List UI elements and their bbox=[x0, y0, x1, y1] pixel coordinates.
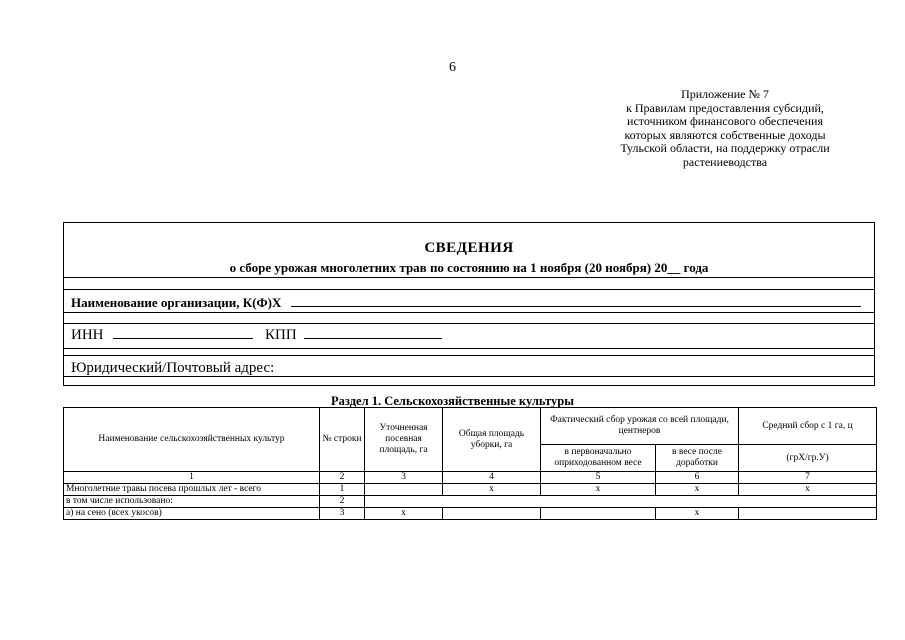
header-crop-name: Наименование сельскохозяйственных культур bbox=[64, 408, 320, 472]
column-number: 2 bbox=[320, 472, 365, 484]
address-row bbox=[71, 360, 274, 377]
cell-row-no: 1 bbox=[320, 484, 365, 496]
appendix-line: растениеводства bbox=[682, 154, 768, 169]
cell-avg-yield[interactable] bbox=[739, 508, 877, 520]
harvest-table bbox=[63, 407, 877, 520]
cell-empty-span bbox=[365, 496, 877, 508]
inn-kpp-row bbox=[71, 326, 442, 344]
appendix-line: к Правилам предоставления субсидий, bbox=[626, 100, 824, 115]
cell-crop-name: Многолетние травы посева прошлых лет - всего bbox=[64, 484, 320, 496]
form-subtitle: о сборе урожая многолетних трав по состоянию на 1 ноября (20 ноября) 20__ года bbox=[229, 260, 709, 275]
form-title: СВЕДЕНИЯ bbox=[424, 240, 514, 256]
kpp-field[interactable] bbox=[304, 326, 442, 339]
kpp-label: КПП bbox=[265, 327, 297, 343]
column-numbers-row bbox=[64, 472, 877, 484]
divider bbox=[64, 348, 874, 349]
divider bbox=[64, 277, 874, 278]
inn-field[interactable] bbox=[113, 326, 253, 339]
header-harvest-area: Общая площадь уборки, га bbox=[443, 408, 541, 472]
header-actual-harvest: Фактический сбор урожая со всей площади, центнеров bbox=[541, 408, 739, 445]
cell-harvest-area[interactable] bbox=[443, 508, 541, 520]
page-number: 6 bbox=[449, 60, 456, 75]
table-row bbox=[64, 508, 877, 520]
inn-label: ИНН bbox=[71, 327, 104, 343]
header-avg-yield: Средний сбор с 1 га, ц bbox=[739, 408, 877, 445]
cell-initial-weight[interactable] bbox=[541, 508, 656, 520]
cell-sown-area: x bbox=[365, 508, 443, 520]
column-number: 4 bbox=[443, 472, 541, 484]
appendix-note bbox=[590, 88, 860, 170]
cell-avg-yield: x bbox=[739, 484, 877, 496]
address-label: Юридический/Почтовый адрес: bbox=[71, 360, 275, 376]
header-row-no: № строки bbox=[320, 408, 365, 472]
header-avg-yield-formula: (грХ/гр.У) bbox=[739, 445, 877, 472]
column-number: 7 bbox=[739, 472, 877, 484]
divider bbox=[64, 323, 874, 324]
cell-crop-name: в том числе использовано: bbox=[64, 496, 320, 508]
divider bbox=[64, 355, 874, 356]
section-title: Раздел 1. Сельскохозяйственные культуры bbox=[331, 394, 574, 408]
cell-row-no: 2 bbox=[320, 496, 365, 508]
table-row bbox=[64, 496, 877, 508]
cell-crop-name: а) на сено (всех укосов) bbox=[64, 508, 320, 520]
appendix-line: которых являются собственные доходы bbox=[624, 127, 826, 142]
column-number: 3 bbox=[365, 472, 443, 484]
header-after-processing: в весе после доработки bbox=[656, 445, 739, 472]
column-number: 5 bbox=[541, 472, 656, 484]
column-number: 6 bbox=[656, 472, 739, 484]
org-name-row bbox=[71, 294, 861, 311]
cell-after-processing: x bbox=[656, 484, 739, 496]
appendix-line: Приложение № 7 bbox=[681, 87, 769, 101]
cell-sown-area[interactable] bbox=[365, 484, 443, 496]
cell-row-no: 3 bbox=[320, 508, 365, 520]
header-initial-weight: в первоначально оприходованном весе bbox=[541, 445, 656, 472]
column-number: 1 bbox=[64, 472, 320, 484]
form-header-box bbox=[63, 222, 875, 386]
table-header-row bbox=[64, 408, 877, 445]
table-row bbox=[64, 484, 877, 496]
org-name-label: Наименование организации, К(Ф)Х bbox=[71, 295, 282, 310]
cell-initial-weight: x bbox=[541, 484, 656, 496]
header-sown-area: Уточненная посевная площадь, га bbox=[365, 408, 443, 472]
appendix-line: Тульской области, на поддержку отрасли bbox=[620, 141, 830, 156]
cell-after-processing: x bbox=[656, 508, 739, 520]
org-name-field[interactable] bbox=[291, 294, 861, 307]
divider bbox=[64, 312, 874, 313]
divider bbox=[64, 376, 874, 377]
divider bbox=[64, 289, 874, 290]
appendix-line: источником финансового обеспечения bbox=[627, 114, 823, 129]
cell-harvest-area: x bbox=[443, 484, 541, 496]
